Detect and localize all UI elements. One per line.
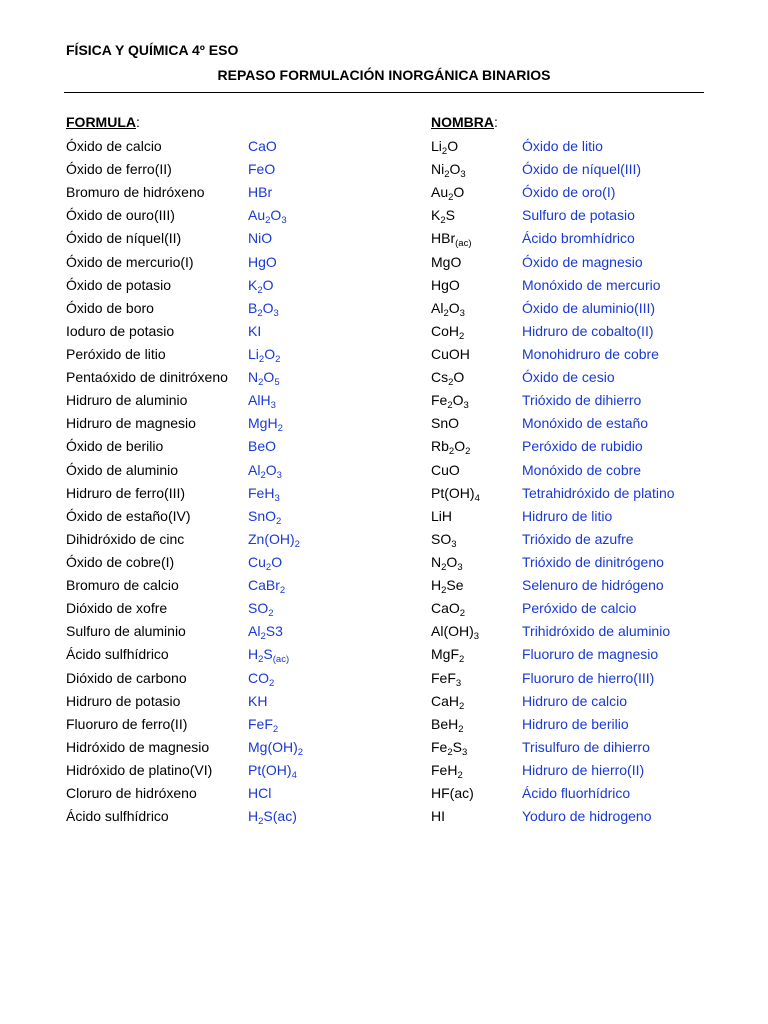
formula-exercise-name: Bromuro de calcio	[66, 577, 179, 594]
formula-exercise-name: Dióxido de xofre	[66, 600, 168, 617]
formula-exercise-name: Óxido de ouro(III)	[66, 207, 175, 224]
nombra-answer: Óxido de níquel(III)	[522, 161, 642, 178]
nombra-answer: Trisulfuro de dihierro	[522, 738, 650, 755]
nombra-answer: Óxido de aluminio(III)	[522, 299, 656, 316]
formula-answer: FeF$_2$	[248, 715, 279, 735]
formula-answer: FeH$_3$	[248, 484, 280, 504]
nombra-answer: Peróxido de rubidio	[522, 438, 643, 455]
formula-exercise-name: Ioduro de potasio	[66, 322, 175, 339]
nombra-exercise-formula: $Fe_2S_3$	[431, 738, 468, 758]
formula-exercise-name: Óxido de aluminio	[66, 461, 179, 478]
formula-exercise-name: Óxido de ferro(II)	[66, 161, 172, 178]
nombra-exercise-formula: CuOH	[431, 345, 470, 362]
formula-exercise-name: Óxido de berilio	[66, 438, 164, 455]
formula-answer: $Li_2O_2$	[248, 345, 281, 365]
nombra-exercise-formula: $H_2Se$	[431, 577, 464, 597]
formula-exercise-name: Hidruro de aluminio	[66, 392, 188, 409]
nombra-exercise-formula: $Li_2O$	[431, 138, 459, 157]
nombra-exercise-formula: FeF$_3$	[431, 669, 462, 689]
nombra-exercise-formula: CuO	[431, 461, 460, 478]
nombra-exercise-formula: CoH$_2$	[431, 322, 465, 342]
nombra-answer: Yoduro de hidrogeno	[522, 808, 652, 825]
formula-exercise-name: Óxido de níquel(II)	[66, 230, 182, 247]
table-row	[0, 321, 768, 344]
table-row	[0, 436, 768, 459]
formula-answer: $Al_2S3$	[248, 623, 283, 643]
formula-exercise-name: Óxido de cobre(I)	[66, 553, 175, 570]
formula-answer: $Cu_2O$	[248, 553, 283, 573]
nombra-exercise-formula: $Fe_2O_3$	[431, 392, 469, 412]
nombra-exercise-formula: BeH$_2$	[431, 715, 464, 735]
nombra-answer: Trióxido de dihierro	[522, 392, 642, 409]
table-row	[0, 668, 768, 691]
nombra-answer: Hidruro de litio	[522, 507, 613, 524]
nombra-exercise-formula: SnO	[431, 415, 460, 432]
formula-exercise-name: Hidróxido de magnesio	[66, 738, 210, 755]
formula-exercise-name: Ácido sulfhídrico	[66, 808, 169, 825]
nombra-exercise-formula: $Al(OH)_3$	[431, 623, 480, 643]
formula-answer: CaO	[248, 138, 277, 154]
table-row	[0, 344, 768, 367]
table-row	[0, 159, 768, 182]
table-row	[0, 252, 768, 275]
nombra-exercise-formula: $Cs_2O$	[431, 369, 465, 389]
formula-exercise-name: Óxido de estaño(IV)	[66, 507, 191, 524]
formula-answer: AlH$_3$	[248, 392, 276, 412]
nombra-answer: Peróxido de calcio	[522, 600, 637, 617]
exercise-table	[0, 136, 768, 829]
nombra-answer: Selenuro de hidrógeno	[522, 577, 664, 594]
formula-answer: KI	[248, 322, 262, 339]
formula-exercise-name: Hidruro de potasio	[66, 692, 181, 709]
formula-exercise-name: Fluoruro de ferro(II)	[66, 715, 188, 732]
table-row	[0, 275, 768, 298]
formula-answer: MgH$_2$	[248, 415, 283, 435]
table-row	[0, 413, 768, 436]
formula-answer: $Au_2O_3$	[248, 207, 287, 227]
nombra-answer: Óxido de litio	[522, 138, 603, 154]
nombra-exercise-formula: HBr$_{(ac)}$	[431, 230, 472, 250]
formula-exercise-name: Hidruro de ferro(III)	[66, 484, 186, 501]
nombra-answer: Trióxido de dinitrógeno	[522, 553, 664, 570]
nombra-exercise-formula: MgF$_2$	[431, 646, 465, 666]
nombra-answer: Fluoruro de magnesio	[522, 646, 659, 663]
formula-answer: $Zn(OH)_2$	[248, 530, 300, 550]
nombra-answer: Hidruro de hierro(II)	[522, 761, 645, 778]
formula-answer: HBr	[248, 184, 273, 201]
table-row	[0, 136, 768, 159]
nombra-label-colon: :	[494, 114, 498, 130]
formula-answer: FeO	[248, 161, 276, 178]
table-row	[0, 228, 768, 251]
table-row	[0, 575, 768, 598]
table-row	[0, 621, 768, 644]
formula-answer: $H_2S_{(ac)}$	[248, 646, 290, 666]
nombra-exercise-formula: FeH$_2$	[431, 761, 463, 781]
formula-answer: SnO$_2$	[248, 507, 282, 527]
nombra-label: NOMBRA	[431, 114, 494, 130]
table-row	[0, 483, 768, 506]
nombra-answer: Óxido de oro(I)	[522, 184, 616, 201]
table-row	[0, 760, 768, 783]
nombra-exercise-formula: LiH	[431, 507, 453, 524]
nombra-exercise-formula: $K_2S$	[431, 207, 455, 227]
formula-answer: $CO_2$	[248, 669, 275, 689]
nombra-answer: Sulfuro de potasio	[522, 207, 635, 224]
nombra-exercise-formula: HgO	[431, 276, 460, 293]
nombra-answer: Monóxido de mercurio	[522, 276, 661, 293]
formula-answer: $B_2O_3$	[248, 299, 279, 319]
formula-answer: $SO_2$	[248, 600, 274, 620]
formula-answer: NiO	[248, 230, 273, 247]
nombra-answer: Hidruro de calcio	[522, 692, 628, 709]
nombra-answer: Hidruro de cobalto(II)	[522, 322, 654, 339]
formula-answer: CaBr$_2$	[248, 577, 286, 597]
nombra-answer: Monóxido de estaño	[522, 415, 649, 432]
document-subtitle: REPASO FORMULACIÓN INORGÁNICA BINARIOS	[217, 67, 551, 83]
formula-exercise-name: Óxido de calcio	[66, 138, 162, 154]
nombra-exercise-formula: $Rb_2O_2$	[431, 438, 471, 458]
formula-exercise-name: Dihidróxido de cinc	[66, 530, 185, 547]
formula-answer: HgO	[248, 253, 277, 270]
formula-exercise-name: Peróxido de litio	[66, 345, 166, 362]
formula-exercise-name: Ácido sulfhídrico	[66, 646, 169, 663]
formula-exercise-name: Hidruro de magnesio	[66, 415, 196, 432]
table-row	[0, 460, 768, 483]
table-row	[0, 552, 768, 575]
nombra-exercise-formula: $Pt(OH)_4$	[431, 484, 480, 504]
formula-answer: KH	[248, 692, 268, 709]
nombra-answer: Ácido bromhídrico	[522, 230, 635, 247]
nombra-exercise-formula: MgO	[431, 253, 462, 270]
nombra-answer: Óxido de magnesio	[522, 253, 643, 270]
formula-exercise-name: Bromuro de hidróxeno	[66, 184, 205, 201]
table-row	[0, 529, 768, 552]
table-row	[0, 367, 768, 390]
formula-exercise-name: Cloruro de hidróxeno	[66, 785, 197, 802]
formula-answer: HCl	[248, 785, 272, 802]
nombra-exercise-formula: HI	[431, 808, 445, 825]
nombra-answer: Monóxido de cobre	[522, 461, 642, 478]
nombra-exercise-formula: $Au_2O$	[431, 184, 465, 204]
nombra-answer: Hidruro de berilio	[522, 715, 629, 732]
nombra-exercise-formula: $SO_3$	[431, 530, 457, 550]
formula-label-colon: :	[136, 114, 140, 130]
nombra-answer: Tetrahidróxido de platino	[522, 484, 675, 501]
formula-answer: $Pt(OH)_4$	[248, 761, 297, 781]
nombra-answer: Trióxido de azufre	[522, 530, 634, 547]
nombra-section-heading	[431, 114, 498, 130]
formula-exercise-name: Pentaóxido de dinitróxeno	[66, 369, 228, 386]
nombra-exercise-formula: $N_2O_3$	[431, 553, 463, 573]
nombra-answer: Ácido fluorhídrico	[522, 785, 631, 802]
table-row	[0, 806, 768, 829]
table-row	[0, 390, 768, 413]
formula-label: FORMULA	[66, 114, 136, 130]
table-row	[0, 298, 768, 321]
table-row	[0, 205, 768, 228]
formula-exercise-name: Sulfuro de aluminio	[66, 623, 186, 640]
formula-answer: $Al_2O_3$	[248, 461, 282, 481]
table-row	[0, 644, 768, 667]
formula-exercise-name: Óxido de mercurio(I)	[66, 253, 194, 270]
formula-answer: $K_2O$	[248, 276, 274, 296]
formula-exercise-name: Óxido de boro	[66, 299, 154, 316]
nombra-answer: Trihidróxido de aluminio	[522, 623, 671, 640]
table-row	[0, 737, 768, 760]
nombra-answer: Óxido de cesio	[522, 369, 615, 386]
formula-section-heading	[66, 114, 140, 130]
formula-answer: BeO	[248, 438, 277, 455]
formula-answer: $Mg(OH)_2$	[248, 738, 304, 758]
nombra-answer: Monohidruro de cobre	[522, 345, 659, 362]
formula-exercise-name: Hidróxido de platino(VI)	[66, 761, 213, 778]
table-row	[0, 783, 768, 806]
nombra-answer: Fluoruro de hierro(III)	[522, 669, 655, 686]
nombra-exercise-formula: HF(ac)	[431, 785, 474, 802]
formula-answer: $N_2O_5$	[248, 369, 280, 389]
document-title: FÍSICA Y QUÍMICA 4º ESO	[66, 42, 239, 58]
header-divider	[64, 92, 704, 93]
nombra-exercise-formula: CaH$_2$	[431, 692, 465, 712]
nombra-exercise-formula: $Al_2O_3$	[431, 299, 465, 319]
nombra-exercise-formula: $Ni_2O_3$	[431, 161, 466, 181]
table-row	[0, 714, 768, 737]
table-row	[0, 182, 768, 205]
table-row	[0, 506, 768, 529]
formula-answer: $H_2S(ac)$	[248, 808, 297, 828]
table-row	[0, 691, 768, 714]
nombra-exercise-formula: CaO$_2$	[431, 600, 466, 620]
formula-exercise-name: Óxido de potasio	[66, 276, 172, 293]
formula-exercise-name: Dióxido de carbono	[66, 669, 187, 686]
table-row	[0, 598, 768, 621]
